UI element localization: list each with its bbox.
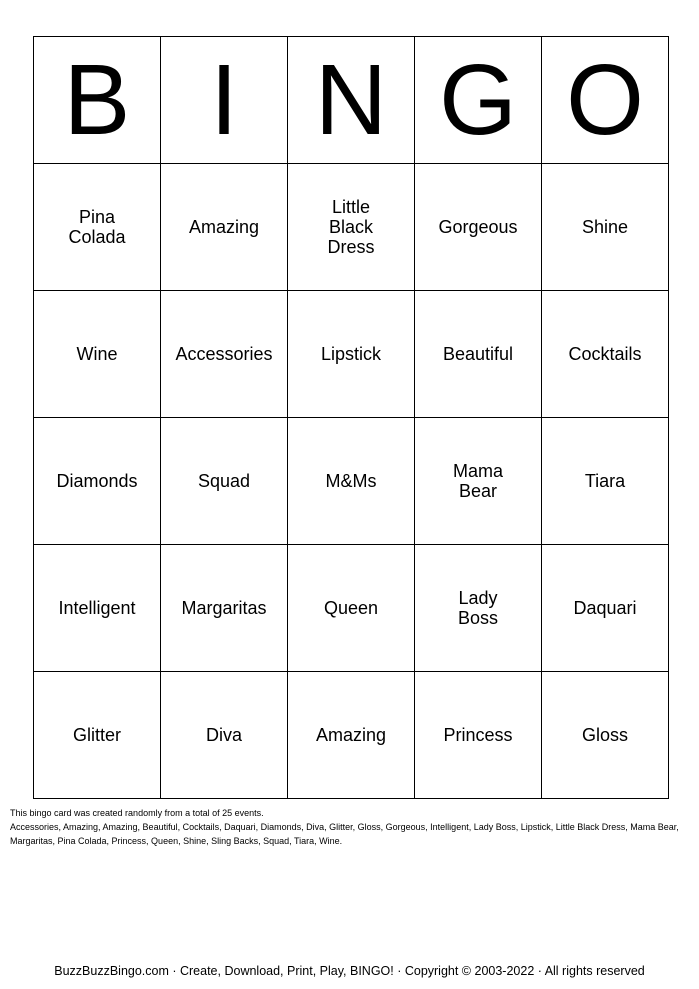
header-letter-g: G bbox=[415, 37, 542, 164]
bingo-cell-text: Pina Colada bbox=[68, 207, 126, 247]
bingo-cell bbox=[542, 545, 669, 672]
bingo-cell-text: Margaritas bbox=[181, 598, 267, 618]
bingo-cell-text: Amazing bbox=[315, 725, 387, 745]
bingo-cell bbox=[34, 672, 161, 799]
bingo-cell-text: Queen bbox=[323, 598, 379, 618]
bingo-cell-text: Accessories bbox=[175, 344, 273, 364]
bingo-cell bbox=[34, 545, 161, 672]
bingo-cell-text: Intelligent bbox=[58, 598, 136, 618]
bingo-cell bbox=[161, 545, 288, 672]
bingo-cell bbox=[542, 418, 669, 545]
bingo-cell bbox=[288, 291, 415, 418]
bingo-cell bbox=[161, 418, 288, 545]
bingo-cell bbox=[161, 291, 288, 418]
header-letter-b: B bbox=[34, 37, 161, 164]
bingo-row-1 bbox=[34, 164, 669, 291]
bingo-cell-text: Lipstick bbox=[320, 344, 382, 364]
bingo-cell-text: Gloss bbox=[581, 725, 628, 745]
bingo-cell bbox=[542, 291, 669, 418]
bingo-cell bbox=[542, 164, 669, 291]
bingo-cell-text: Princess bbox=[443, 725, 513, 745]
bingo-cell-text: Diamonds bbox=[56, 471, 138, 491]
card-info-note bbox=[10, 806, 690, 848]
bingo-cell-text: Gorgeous bbox=[438, 217, 518, 237]
bingo-cell bbox=[415, 164, 542, 291]
bingo-cell bbox=[34, 291, 161, 418]
bingo-cell-text: Cocktails bbox=[568, 344, 642, 364]
bingo-cell-text: Wine bbox=[76, 344, 118, 364]
bingo-cell-text: Mama Bear bbox=[452, 461, 503, 501]
bingo-cell bbox=[415, 291, 542, 418]
bingo-row-2 bbox=[34, 291, 669, 418]
bingo-cell bbox=[288, 672, 415, 799]
card-info-word-list: Accessories, Amazing, Amazing, Beautiful, Cocktails, Daquari, Diamonds, Diva, Glitter, Gloss, Gorgeous, Intelligent, Lady Boss, Lipstick, Little Black Dress, Mama Bear, Margaritas, Pina Colada, Princess, Queen, Shine, Sling Backs, Squad, Tiara, Wine. bbox=[10, 822, 679, 846]
bingo-cell bbox=[161, 672, 288, 799]
bingo-cell-text: Squad bbox=[197, 471, 251, 491]
bingo-row-4 bbox=[34, 545, 669, 672]
bingo-cell-text: Lady Boss bbox=[457, 588, 499, 628]
card-info-summary: This bingo card was created randomly from a total of 25 events. bbox=[10, 808, 264, 818]
header-letter-o: O bbox=[542, 37, 669, 164]
bingo-cell-text: Tiara bbox=[584, 471, 626, 491]
bingo-cell bbox=[34, 418, 161, 545]
bingo-cell-text: Daquari bbox=[573, 598, 637, 618]
page-footer: BuzzBuzzBingo.com · Create, Download, Print, Play, BINGO! · Copyright © 2003-2022 · All rights reserved bbox=[54, 964, 645, 978]
bingo-cell bbox=[415, 418, 542, 545]
header-letter-i: I bbox=[161, 37, 288, 164]
header-letter-n: N bbox=[288, 37, 415, 164]
bingo-cell-text: M&Ms bbox=[325, 471, 377, 491]
bingo-cell bbox=[415, 672, 542, 799]
bingo-cell bbox=[288, 164, 415, 291]
bingo-cell-text: Shine bbox=[581, 217, 629, 237]
bingo-cell-text: Amazing bbox=[188, 217, 260, 237]
bingo-header-row bbox=[34, 37, 669, 164]
bingo-cell bbox=[542, 672, 669, 799]
bingo-cell bbox=[288, 418, 415, 545]
bingo-row-5 bbox=[34, 672, 669, 799]
bingo-cell bbox=[415, 545, 542, 672]
bingo-cell-text: Diva bbox=[205, 725, 242, 745]
bingo-cell-text: Glitter bbox=[72, 725, 121, 745]
bingo-cell bbox=[288, 545, 415, 672]
bingo-cell-text: Beautiful bbox=[442, 344, 514, 364]
bingo-cell bbox=[34, 164, 161, 291]
bingo-cell-text: Little Black Dress bbox=[327, 197, 375, 257]
bingo-cell bbox=[161, 164, 288, 291]
bingo-row-3 bbox=[34, 418, 669, 545]
bingo-card bbox=[33, 36, 669, 799]
